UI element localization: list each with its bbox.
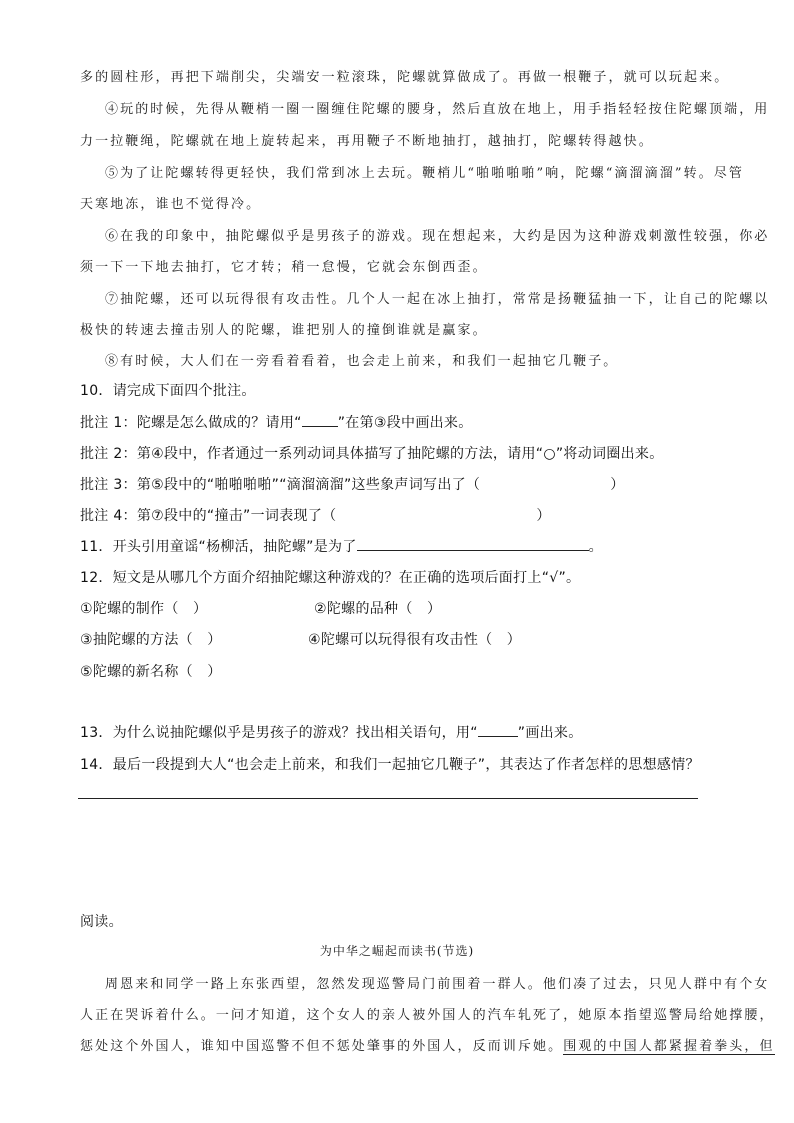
passage-line-7: 须一下一下地去抽打，它才转；稍一怠慢，它就会东倒西歪。 [80, 260, 488, 275]
passage-line-2: ④玩的时候，先得从鞭梢一圈一圈缠住陀螺的腰身，然后直放在地上，用手指轻轻按住陀螺顶端，用 [105, 102, 770, 117]
q13 [80, 722, 583, 742]
q12-stem: 12．短文是从哪几个方面介绍抽陀螺这种游戏的？在正确的选项后面打上“√”。 [80, 570, 581, 586]
q13-text-b: ”画出来。 [517, 725, 583, 741]
q10-note-1-text-a: 批注 1：陀螺是怎么做成的？请用“ [80, 415, 302, 431]
q14-stem: 14．最后一段提到大人“也会走上前来，和我们一起抽它几鞭子”，其表达了作者怎样的思想感情？ [80, 757, 700, 773]
q11-answer-line[interactable] [357, 538, 589, 551]
passage-line-9: 极快的转速去撞击别人的陀螺，谁把别人的撞倒谁就是赢家。 [80, 323, 488, 338]
q10-note-1 [80, 412, 473, 432]
q13-line-sample [478, 724, 518, 737]
q10-note-1-text-b: ”在第③段中画出来。 [337, 415, 473, 431]
passage-line-1: 多的圆柱形，再把下端削尖，尖端安一粒滚珠，陀螺就算做成了。再做一根鞭子，就可以玩起来。 [80, 70, 730, 85]
passage-line-4: ⑤为了让陀螺转得更轻快，我们常到冰上去玩。鞭梢儿“啪啪啪啪”响，陀螺“滴溜滴溜”转。尽管 [105, 166, 744, 181]
q11 [80, 536, 603, 556]
q11-text-b: 。 [588, 539, 603, 555]
q10-note-4-text-b: ） [536, 508, 551, 524]
q12-option-4[interactable]: ④陀螺可以玩得很有攻击性（ ） [308, 632, 522, 648]
reading-title: 为中华之崛起而读书(节选) [319, 944, 475, 958]
reading-line-2: 人正在哭诉着什么。一问才知道，这个女人的亲人被外国人的汽车轧死了，她原本指望巡警局给她撑腰， [80, 1008, 775, 1023]
q10-note-3-text-b: ） [610, 477, 625, 493]
q12-option-1[interactable]: ①陀螺的制作（ ） [80, 601, 208, 617]
reading-line-1: 周恩来和同学一路上东张西望，忽然发现巡警局门前围着一群人。他们凑了过去，只见人群中有个女 [105, 977, 770, 992]
q10-note-1-line-sample [302, 414, 338, 427]
q12-option-5[interactable]: ⑤陀螺的新名称（ ） [80, 664, 222, 680]
q11-text-a: 11．开头引用童谣“杨柳活，抽陀螺”是为了 [80, 539, 357, 555]
q10-note-2: 批注 2：第④段中，作者通过一系列动词具体描写了抽陀螺的方法，请用“○”将动词圈出来。 [80, 446, 664, 462]
q13-text-a: 13．为什么说抽陀螺似乎是男孩子的游戏？找出相关语句，用“ [80, 725, 478, 741]
passage-line-5: 天寒地冻，谁也不觉得冷。 [80, 197, 262, 212]
passage-line-6: ⑥在我的印象中，抽陀螺似乎是男孩子的游戏。现在想起来，大约是因为这种游戏刺激性较强，你必 [105, 229, 770, 244]
q14-answer-line[interactable] [78, 798, 698, 799]
reading-line-3-text: 惩处这个外国人，谁知中国巡警不但不惩处肇事的外国人，反而训斥她。 [80, 1039, 564, 1054]
reading-label: 阅读。 [80, 914, 123, 930]
reading-line-3 [80, 1035, 775, 1054]
q10-note-4-text-a: 批注 4：第⑦段中的“撞击”一词表现了（ [80, 508, 337, 524]
q10-note-3 [80, 474, 625, 494]
passage-line-3: 力一拉鞭绳，陀螺就在地上旋转起来，再用鞭子不断地抽打，越抽打，陀螺转得越快。 [80, 134, 654, 149]
q10-note-3-text-a: 批注 3：第⑤段中的“啪啪啪啪”“滴溜滴溜”这些象声词写出了（ [80, 477, 481, 493]
reading-line-3-underlined: 围观的中国人都紧握着拳头，但 [563, 1039, 775, 1054]
passage-line-8: ⑦抽陀螺，还可以玩得很有攻击性。几个人一起在冰上抽打，常常是扬鞭猛抽一下，让自己的陀螺以 [105, 292, 770, 307]
q10-note-4 [80, 505, 551, 525]
passage-line-10: ⑧有时候，大人们在一旁看着看着，也会走上前来，和我们一起抽它几鞭子。 [105, 354, 619, 369]
q12-option-3[interactable]: ③抽陀螺的方法（ ） [80, 632, 222, 648]
q12-option-2[interactable]: ②陀螺的品种（ ） [314, 601, 442, 617]
q10-stem: 10．请完成下面四个批注。 [80, 383, 256, 399]
